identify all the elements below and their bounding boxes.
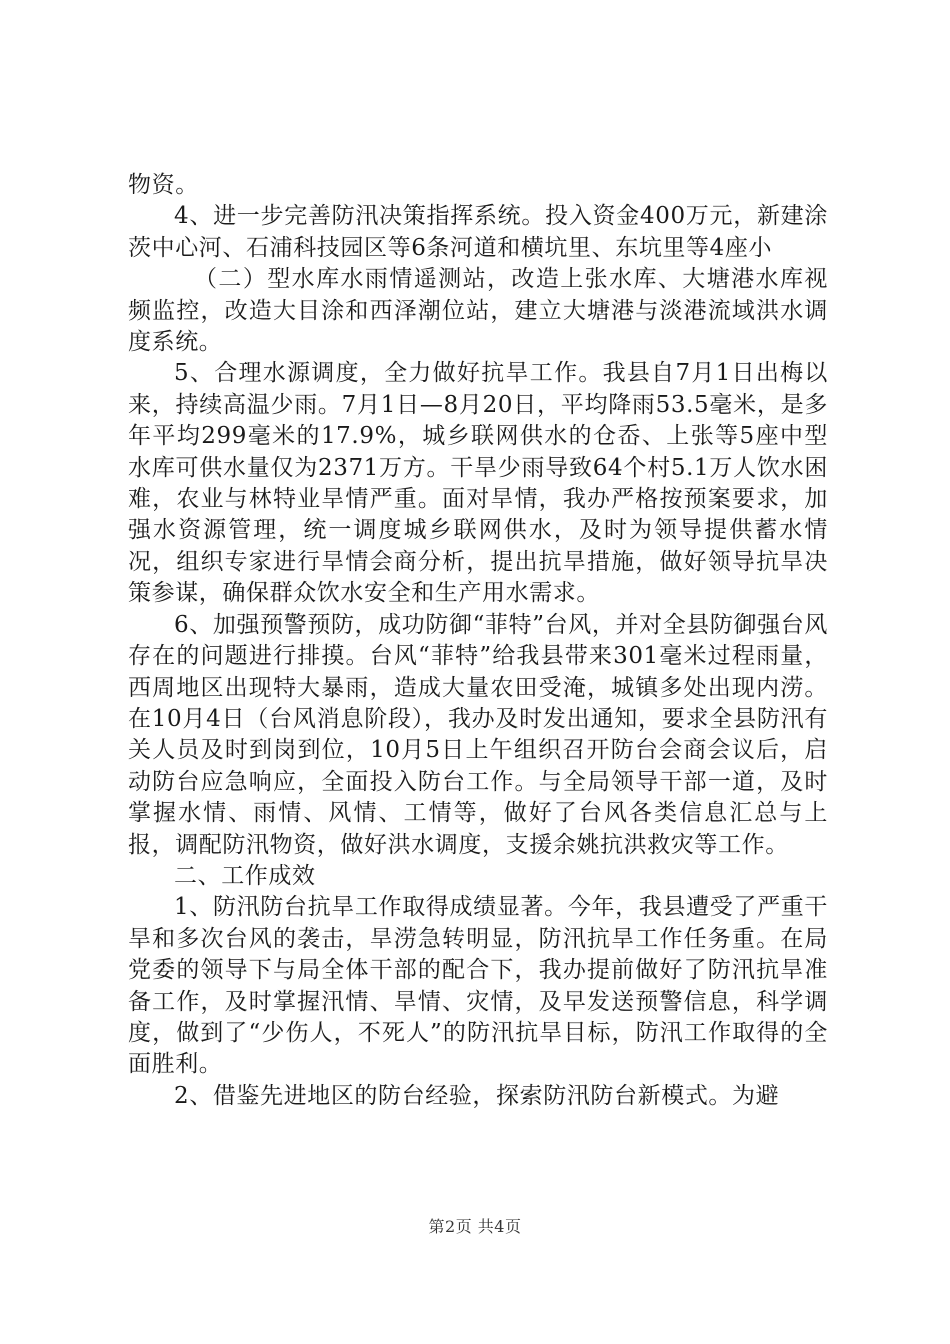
- paragraph-5: 6、加强预警预防，成功防御“菲特”台风，并对全县防御强台风存在的问题进行排摸。台风“菲特”给我县带来301毫米过程雨量，西周地区出现特大暴雨，造成大量农田受淹，城镇多处出现内涝。在10月4日（台风消息阶段），我办及时发出通知，要求全县防汛有关人员及时到岗到位，10月5日上午组织召开防台会商会议后，启动防台应急响应，全面投入防台工作。与全局领导干部一道，及时掌握水情、雨情、风情、工情等，做好了台风各类信息汇总与上报，调配防汛物资，做好洪水调度，支援余姚抗洪救灾等工作。: [128, 611, 828, 858]
- paragraph-1: 物资。: [128, 172, 199, 198]
- section-heading: 二、工作成效: [174, 862, 316, 889]
- page-number-footer: 第2页 共4页: [428, 1217, 522, 1236]
- paragraph-2: 4、进一步完善防汛决策指挥系统。投入资金400万元，新建涂茨中心河、石浦科技园区等6条河道和横坑里、东坑里等4座小: [128, 203, 828, 261]
- paragraph-6: 1、防汛防台抗旱工作取得成绩显著。今年，我县遭受了严重干旱和多次台风的袭击，旱涝急转明显，防汛抗旱工作任务重。在局党委的领导下与局全体干部的配合下，我办提前做好了防汛抗旱准备工作，及时掌握汛情、旱情、灾情，及早发送预警信息，科学调度，做到了“少伤人，不死人”的防汛抗旱目标，防汛工作取得的全面胜利。: [128, 894, 828, 1078]
- document-body: [128, 170, 828, 1112]
- paragraph-4: 5、合理水源调度，全力做好抗旱工作。我县自7月1日出梅以来，持续高温少雨。7月1日—8月20日，平均降雨53.5毫米，是多年平均299毫米的17.9%，城乡联网供水的仓岙、上张等5座中型水库可供水量仅为2371万方。干旱少雨导致64个村5.1万人饮水困难，农业与林特业旱情严重。面对旱情，我办严格按预案要求，加强水资源管理，统一调度城乡联网供水，及时为领导提供蓄水情况，组织专家进行旱情会商分析，提出抗旱措施，做好领导抗旱决策参谋，确保群众饮水安全和生产用水需求。: [128, 360, 828, 607]
- paragraph-7: 2、借鉴先进地区的防台经验，探索防汛防台新模式。为避: [174, 1082, 780, 1109]
- paragraph-3: （二）型水库水雨情遥测站，改造上张水库、大塘港水库视频监控，改造大目涂和西泽潮位站，建立大塘港与淡港流域洪水调度系统。: [128, 266, 828, 356]
